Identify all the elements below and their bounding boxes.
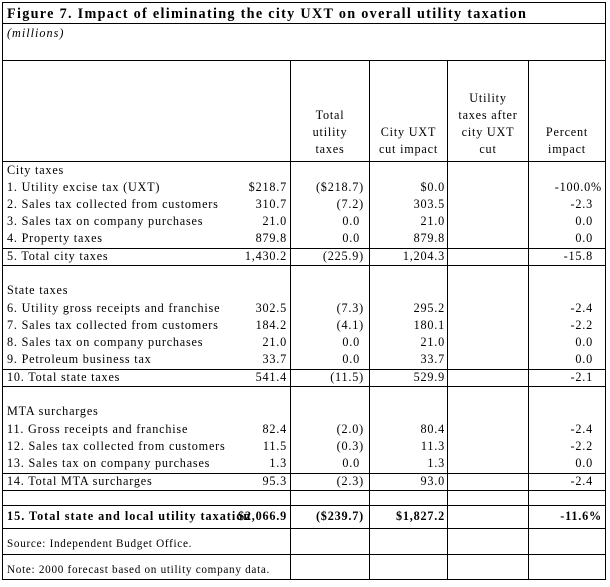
- header-taxes-after-cut: [448, 61, 528, 161]
- row-label: 3. Sales tax on company purchases: [7, 214, 204, 228]
- table-row: [3, 196, 605, 213]
- header-cut-line1: City UXT: [380, 125, 437, 139]
- row-label: 12. Sales tax collected from customers: [7, 439, 226, 453]
- cell-pct: 0.0: [575, 456, 593, 470]
- cell-cut: (7.2): [336, 197, 364, 211]
- cell-after: 93.0: [420, 474, 445, 488]
- table-row-subtotal: [3, 473, 605, 490]
- cell-cut: 0.0: [342, 456, 360, 470]
- cell-after: 33.7: [420, 352, 445, 366]
- cell-after: $0.0: [420, 180, 445, 194]
- header-city-uxt-cut-impact: [370, 61, 447, 161]
- cell-after: 21.0: [420, 214, 445, 228]
- cell-total: 879.8: [255, 231, 287, 245]
- rule-above-grand-total: [3, 505, 605, 506]
- cell-total: 1,430.2: [244, 249, 287, 263]
- header-cut-line2: cut impact: [378, 142, 439, 156]
- cell-cut: (11.5): [330, 370, 364, 384]
- row-label: 8. Sales tax on company purchases: [7, 335, 204, 349]
- header-total-line1: Total: [315, 108, 345, 122]
- cell-pct: -11.6%: [560, 509, 602, 523]
- cell-after: 80.4: [420, 422, 445, 436]
- table-row-subtotal: [3, 248, 605, 265]
- row-label: 15. Total state and local utility taxation: [7, 509, 252, 523]
- table-row: [3, 438, 605, 455]
- row-label: 6. Utility gross receipts and franchise: [7, 301, 221, 315]
- table-row-subtotal: [3, 369, 605, 386]
- header-pct-line1: Percent: [545, 125, 589, 139]
- table-row: [3, 179, 605, 196]
- cell-after: 21.0: [420, 335, 445, 349]
- units-label: (millions): [7, 26, 65, 40]
- section-state-taxes: State taxes: [7, 283, 69, 297]
- header-total-line3: taxes: [315, 142, 345, 156]
- cell-total: 95.3: [262, 474, 287, 488]
- footnote: Note: 2000 forecast based on utility company data.: [7, 564, 271, 576]
- cell-pct: -2.2: [570, 439, 593, 453]
- cell-total: 541.4: [255, 370, 287, 384]
- table-row: [3, 300, 605, 317]
- table-row-grand-total: [3, 508, 605, 525]
- cell-pct: 0.0: [575, 231, 593, 245]
- section-city-taxes: City taxes: [7, 163, 65, 177]
- table-row: [3, 317, 605, 334]
- rule-between-notes: [3, 554, 605, 555]
- table-row: [3, 455, 605, 472]
- header-percent-impact: [529, 61, 605, 161]
- cell-total: $2,066.9: [237, 509, 287, 523]
- cell-pct: -2.2: [570, 318, 593, 332]
- row-label: 4. Property taxes: [7, 231, 103, 245]
- rule-below-total-city: [3, 265, 605, 266]
- cell-total: 302.5: [255, 301, 287, 315]
- rule-under-header: [3, 161, 605, 162]
- cell-cut: (0.3): [336, 439, 364, 453]
- cell-pct: -2.1: [570, 370, 593, 384]
- header-after-line1: Utility: [469, 91, 507, 105]
- figure-title: Figure 7. Impact of eliminating the city UXT on overall utility taxation: [7, 6, 528, 22]
- table-row: [3, 230, 605, 247]
- cell-cut: 0.0: [342, 214, 360, 228]
- cell-pct: -15.8: [563, 249, 593, 263]
- cell-cut: (2.3): [336, 474, 364, 488]
- row-label: 7. Sales tax collected from customers: [7, 318, 219, 332]
- cell-cut: ($218.7): [315, 180, 364, 194]
- cell-pct: 0.0: [575, 214, 593, 228]
- figure-table: [2, 2, 606, 580]
- row-label: 11. Gross receipts and franchise: [7, 422, 189, 436]
- cell-total: $218.7: [248, 180, 287, 194]
- cell-after: 11.3: [420, 439, 445, 453]
- table-row: [3, 421, 605, 438]
- cell-pct: -2.4: [570, 301, 593, 315]
- row-label: 14. Total MTA surcharges: [7, 474, 153, 488]
- section-mta-surcharges: MTA surcharges: [7, 404, 99, 418]
- source-note: Source: Independent Budget Office.: [7, 538, 193, 550]
- cell-total: 310.7: [255, 197, 287, 211]
- cell-after: 180.1: [413, 318, 445, 332]
- rule-below-total-mta: [3, 490, 605, 491]
- row-label: 2. Sales tax collected from customers: [7, 197, 219, 211]
- table-row: [3, 334, 605, 351]
- cell-cut: (225.9): [322, 249, 364, 263]
- row-label: 13. Sales tax on company purchases: [7, 456, 211, 470]
- cell-after: 1,204.3: [402, 249, 445, 263]
- cell-cut: 0.0: [342, 231, 360, 245]
- cell-pct: 0.0: [575, 352, 593, 366]
- header-pct-line2: impact: [548, 142, 586, 156]
- cell-total: 82.4: [262, 422, 287, 436]
- row-label: 5. Total city taxes: [7, 249, 109, 263]
- table-row: [3, 351, 605, 368]
- cell-total: 21.0: [262, 214, 287, 228]
- cell-after: 529.9: [413, 370, 445, 384]
- cell-cut: 0.0: [342, 352, 360, 366]
- cell-after: 879.8: [413, 231, 445, 245]
- table-row: [3, 213, 605, 230]
- cell-cut: (2.0): [336, 422, 364, 436]
- cell-pct: 0.0: [575, 335, 593, 349]
- cell-after: 295.2: [413, 301, 445, 315]
- cell-pct: -2.3: [570, 197, 593, 211]
- row-label: 9. Petroleum business tax: [7, 352, 152, 366]
- cell-cut: (4.1): [336, 318, 364, 332]
- cell-total: 184.2: [255, 318, 287, 332]
- cell-pct: -2.4: [570, 422, 593, 436]
- header-after-line3: city UXT: [461, 125, 515, 139]
- header-after-line2: taxes after: [458, 108, 518, 122]
- cell-after: $1,827.2: [395, 509, 445, 523]
- cell-total: 21.0: [262, 335, 287, 349]
- cell-total: 33.7: [262, 352, 287, 366]
- cell-after: 303.5: [413, 197, 445, 211]
- row-label: 10. Total state taxes: [7, 370, 121, 384]
- cell-after: 1.3: [427, 456, 445, 470]
- cell-pct: -2.4: [570, 474, 593, 488]
- header-total-utility-taxes: [291, 61, 369, 161]
- cell-cut: (7.3): [336, 301, 364, 315]
- header-after-line4: cut: [479, 142, 497, 156]
- cell-total: 11.5: [262, 439, 287, 453]
- cell-cut: ($239.7): [315, 509, 364, 523]
- header-total-line2: utility: [312, 125, 348, 139]
- rule-under-title: [3, 23, 605, 24]
- row-label: 1. Utility excise tax (UXT): [7, 180, 161, 194]
- rule-below-total-state: [3, 386, 605, 387]
- rule-below-grand-total: [3, 528, 605, 529]
- cell-cut: 0.0: [342, 335, 360, 349]
- cell-pct: -100.0%: [554, 180, 602, 194]
- cell-total: 1.3: [269, 456, 287, 470]
